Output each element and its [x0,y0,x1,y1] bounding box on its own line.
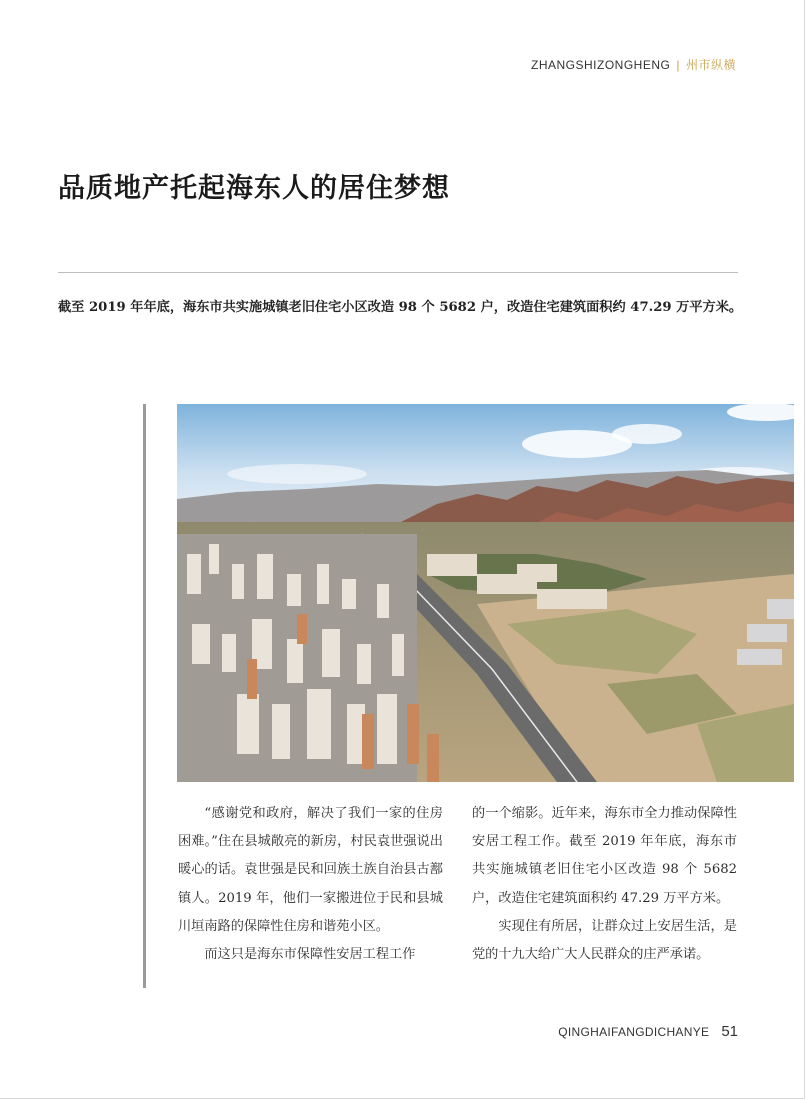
header-separator: | [676,57,680,72]
magazine-name: QINGHAIFANGDICHANYE [558,1025,710,1039]
running-header [531,56,736,73]
body-column-right [472,800,737,969]
body-paragraph: “感谢党和政府，解决了我们一家的住房困难。”住在县城敞亮的新房，村民袁世强说出暖心的话。袁世强是民和回族土族自治县古鄯镇人。2019 年，他们一家搬进位于民和县城川垣南路的保障性住房和谐苑小区。 [178,806,443,934]
page-number: 51 [721,1023,738,1040]
body-column-left [178,800,443,969]
section-name-en: ZHANGSHIZONGHENG [531,57,671,72]
aerial-city-photo [177,404,794,782]
title-divider [58,272,738,273]
section-name-cn: 州市纵横 [685,58,736,72]
decorative-vertical-bar [143,404,146,988]
body-paragraph: 而这只是海东市保障性安居工程工作 [204,947,416,963]
article-title: 品质地产托起海东人的居住梦想 [58,173,450,204]
article-summary: 截至 2019 年年底，海东市共实施城镇老旧住宅小区改造 98 个 5682 户，改造住宅建筑面积约 47.29 万平方米。 [58,300,743,315]
body-paragraph: 实现住有所居，让群众过上安居生活，是党的十九大给广大人民群众的庄严承诺。 [472,918,737,963]
body-paragraph: 的一个缩影。近年来，海东市全力推动保障性安居工程工作。截至 2019 年年底，海东市共实施城镇老旧住宅小区改造 98 个 5682 户，改造住宅建筑面积约 47.29 万平方米。 [472,806,737,906]
page-footer [558,1023,738,1040]
